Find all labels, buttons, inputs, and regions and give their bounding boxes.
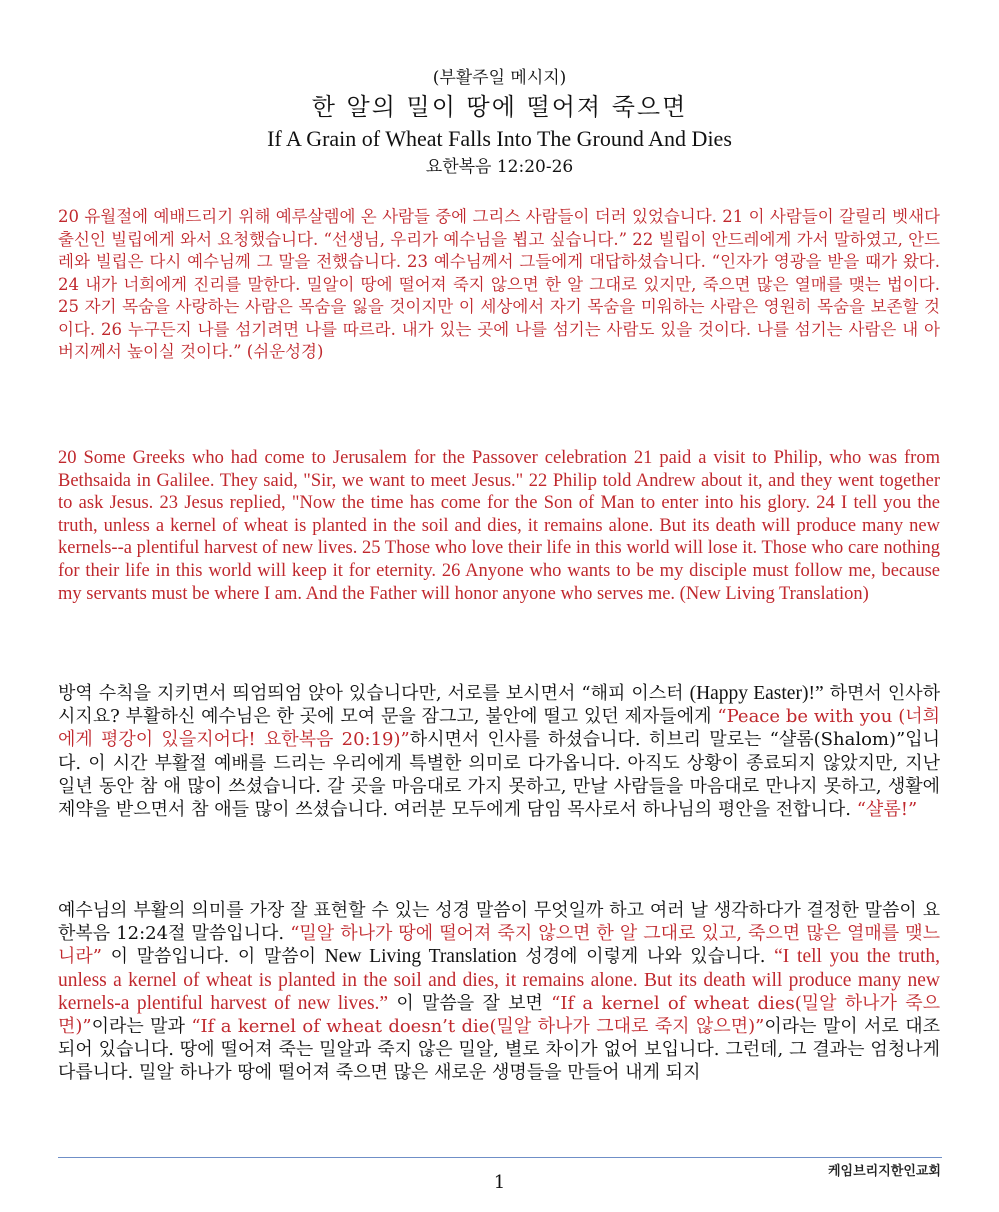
scripture-korean: 20 유월절에 예배드리기 위해 예루살렘에 온 사람들 중에 그리스 사람들이 더러 있었습니다. 21 이 사람들이 갈릴리 벳새다 출신인 빌립에게 와서 요청했습니다. “선생님, 우리가 예수님을 뵙고 싶습니다.” 22 빌립이 안드레에게 가서 말하였고, 안드레와 빌립은 다시 예수님께 그 말을 전했습니다. 23 예수님께서 그들에게 대답하셨습니다. “인자가 영광을 받을 때가 왔다. 24 내가 너희에게 진리를 말한다. 밀알이 땅에 떨어져 죽지 않으면 한 알 그대로 있지만, 죽으면 많은 열매를 맺는 법이다. 25 자기 목숨을 사랑하는 사람은 목숨을 잃을 것이지만 이 세상에서 자기 목숨을 미워하는 사람은 영원히 목숨을 보존할 것이다. 26 누구든지 나를 섬기려면 나를 따르라. 내가 있는 곳에 나를 섬기는 사람도 있을 것이다. 나를 섬기는 사람은 내 아버지께서 높이실 것이다.” (쉬운성경)	[58, 207, 940, 361]
body1-text-3: 하면서 인사하시지요? 부활하신 예수님은 한 곳에 모여 문을 잠그고, 불안에 떨고 있던 제자들에게	[58, 683, 940, 728]
page-number: 1	[493, 1172, 506, 1193]
body2-quote-dies: “If a kernel of wheat dies(밀알 하나가 죽으면)”	[58, 992, 940, 1038]
footer-divider	[58, 1157, 942, 1158]
body2-text-1: 예수님의 부활의 의미를 가장 잘 표현할 수 있는 성경 말씀이 무엇일까 하고 여러 날 생각하다가 결정한 말씀이 요한복음 12:24절 말씀입니다.	[58, 900, 940, 945]
sermon-title-korean: 한 알의 밀이 땅에 떨어져 죽으면	[311, 93, 688, 121]
scripture-reference: 요한복음 12:20-26	[425, 157, 574, 177]
body2-text-4: 성경에 이렇게 나와 있습니다.	[516, 946, 775, 968]
church-name: 케임브리지한인교회	[827, 1164, 941, 1179]
scripture-english: 20 Some Greeks who had come to Jerusalem for the Passover celebration 21 paid a visit to Philip, who was from Bethsaida in Galilee. They said, "Sir, we want to meet Jesus." 22 Philip told Andrew about it, and they went together to ask Jesus. 23 Jesus replied, "Now the time has come for the Son of Man to enter into his glory. 24 I tell you the truth, unless a kernel of wheat is planted in the soil and dies, it remains alone. But its death will produce many new kernels--a plentiful harvest of new lives. 25 Those who love their life in this world will lose it. Those who care nothing for their life in this world will keep it for eternity. 26 Anyone who wants to be my disciple must follow me, because my servants must be where I am. And the Father will honor anyone who serves me. (New Living Translation)	[58, 448, 940, 604]
sermon-subtitle: (부활주일 메시지)	[432, 68, 567, 88]
body2-text-6: 이라는 말과	[91, 1016, 192, 1038]
body1-text-4: 하시면서 인사를 하셨습니다. 히브리 말로는 “샬롬(Shalom)”입니다. 이 시간 부활절 예배를 드리는 우리에게 특별한 의미로 다가옵니다. 아직도 상황이 종료되지 않았지만, 지난 일년 동안 참 애 많이 쓰셨습니다. 갈 곳을 마음대로 가지 못하고, 만날 사람들을 마음대로 만나지 못하고, 생활에 제약을 받으면서 참 애들 많이 쓰셨습니다. 여러분 모두에게 담임 목사로서 하나님의 평안을 전합니다.	[58, 729, 940, 821]
body1-text-1: 방역 수칙을 지키면서 띄엄띄엄 앉아 있습니다만, 서로를 보시면서 “해피 이스터	[58, 683, 684, 704]
body2-text-5: 이 말씀을 잘 보면	[388, 992, 552, 1014]
body1-quote-shalom: “샬롬!”	[856, 799, 918, 821]
sermon-paragraph-2	[58, 899, 940, 1085]
body2-text-2: 이 말씀입니다. 이 말씀이	[101, 946, 325, 968]
body1-quote-peace: “Peace be with you (너희에게 평강이 있을지어다! 요한복음 20:19)”	[58, 706, 940, 751]
body2-translation-name: New Living Translation	[324, 946, 517, 968]
sermon-paragraph-1	[58, 682, 940, 821]
body2-quote-korean: “밀알 하나가 땅에 떨어져 죽지 않으면 한 알 그대로 있고, 죽으면 많은 열매를 맺느니라”	[58, 923, 940, 968]
body2-quote-doesnt-die: “If a kernel of wheat doesn’t die(밀알 하나가 그대로 죽지 않으면)”	[191, 1016, 765, 1038]
body2-text-7: 이라는 말이 서로 대조되어 있습니다. 땅에 떨어져 죽는 밀알과 죽지 않은 밀알, 별로 차이가 없어 보입니다. 그런데, 그 결과는 엄청나게 다릅니다. 밀알 하나가 땅에 떨어져 죽으면 많은 새로운 생명들을 만들어 내게 되지	[58, 1016, 940, 1084]
sermon-title-english: If A Grain of Wheat Falls Into The Ground And Dies	[267, 126, 732, 151]
body2-quote-english: “I tell you the truth, unless a kernel of wheat is planted in the soil and dies, it remains alone. But its death will produce many new kernels-a plentiful harvest of new lives.”	[58, 946, 940, 1014]
body1-text-2: (Happy Easter)!”	[689, 683, 824, 704]
sermon-header	[0, 66, 999, 180]
